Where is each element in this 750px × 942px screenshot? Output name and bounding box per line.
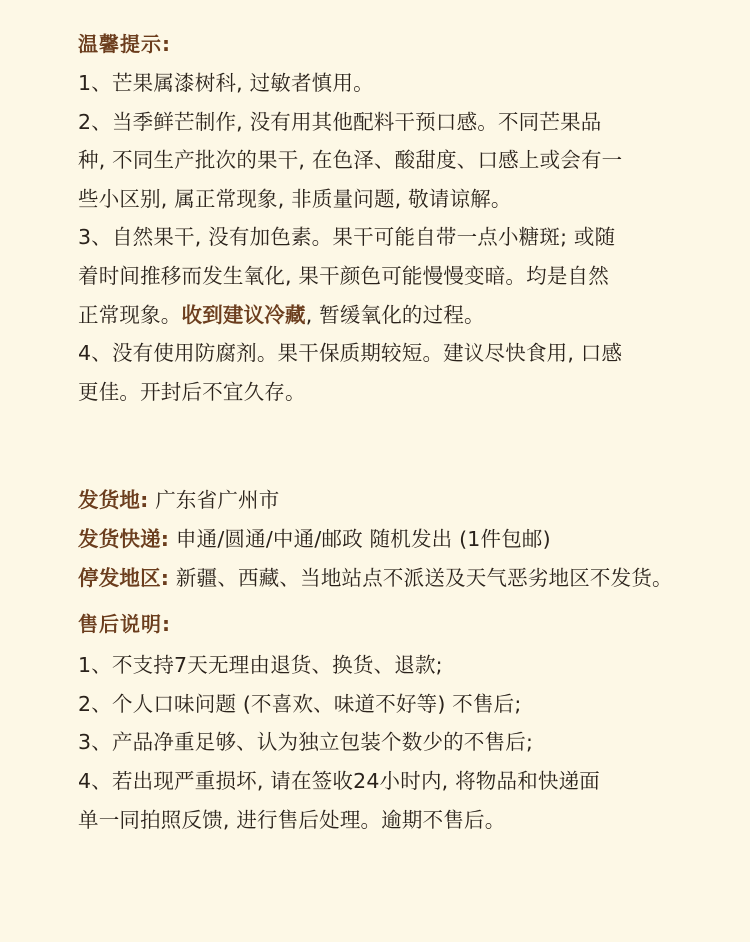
warm-tips-line: 3、自然果干, 没有加色素。果干可能自带一点小糖斑; 或随	[78, 225, 616, 250]
shipping-excluded-value: 新疆、西藏、当地站点不派送及天气恶劣地区不发货。	[169, 565, 673, 590]
after-sale-line: 3、产品净重足够、认为独立包装个数少的不售后;	[78, 730, 534, 755]
shipping-express	[78, 520, 716, 559]
warm-tips-title: 温馨提示:	[78, 32, 171, 56]
shipping-excluded	[78, 559, 716, 598]
shipping-origin-value: 广东省广州市	[148, 488, 280, 513]
warm-tips-line: 些小区别, 属正常现象, 非质量问题, 敬请谅解。	[78, 186, 512, 211]
warm-tips-line	[78, 296, 716, 335]
after-sale-line: 1、不支持7天无理由退货、换货、退款;	[78, 653, 443, 678]
after-sale-line: 2、个人口味问题 (不喜欢、味道不好等) 不售后;	[78, 691, 522, 716]
warm-tips-line: 2、当季鲜芒制作, 没有用其他配料干预口感。不同芒果品	[78, 109, 602, 134]
warm-tips-line: 着时间推移而发生氧化, 果干颜色可能慢慢变暗。均是自然	[78, 263, 609, 288]
shipping-section	[78, 481, 716, 597]
after-sale-line: 4、若出现严重损坏, 请在签收24小时内, 将物品和快递面	[78, 768, 600, 793]
warm-tips-line: 1、芒果属漆树科, 过敏者慎用。	[78, 71, 374, 95]
shipping-express-label: 发货快递:	[78, 526, 170, 551]
warm-tips-line-prefix: 正常现象。	[78, 302, 182, 327]
after-sale-section	[78, 607, 716, 839]
warm-tips-section	[78, 29, 716, 411]
after-sale-line: 单一同拍照反馈, 进行售后处理。逾期不售后。	[78, 807, 506, 832]
warm-tips-line-suffix: , 暂缓氧化的过程。	[305, 302, 485, 327]
shipping-express-value: 申通/圆通/中通/邮政 随机发出 (1件包邮)	[169, 526, 551, 551]
warm-tips-line: 种, 不同生产批次的果干, 在色泽、酸甜度、口感上或会有一	[78, 148, 623, 173]
warm-tips-line: 4、没有使用防腐剂。果干保质期较短。建议尽快食用, 口感	[78, 341, 623, 366]
after-sale-title: 售后说明:	[78, 612, 171, 637]
refrigerate-advice: 收到建议冷藏	[181, 302, 306, 327]
warm-tips-line: 更佳。开封后不宜久存。	[78, 379, 306, 404]
shipping-origin-label: 发货地:	[78, 488, 149, 513]
shipping-excluded-label: 停发地区:	[78, 565, 170, 590]
shipping-origin	[78, 481, 716, 520]
